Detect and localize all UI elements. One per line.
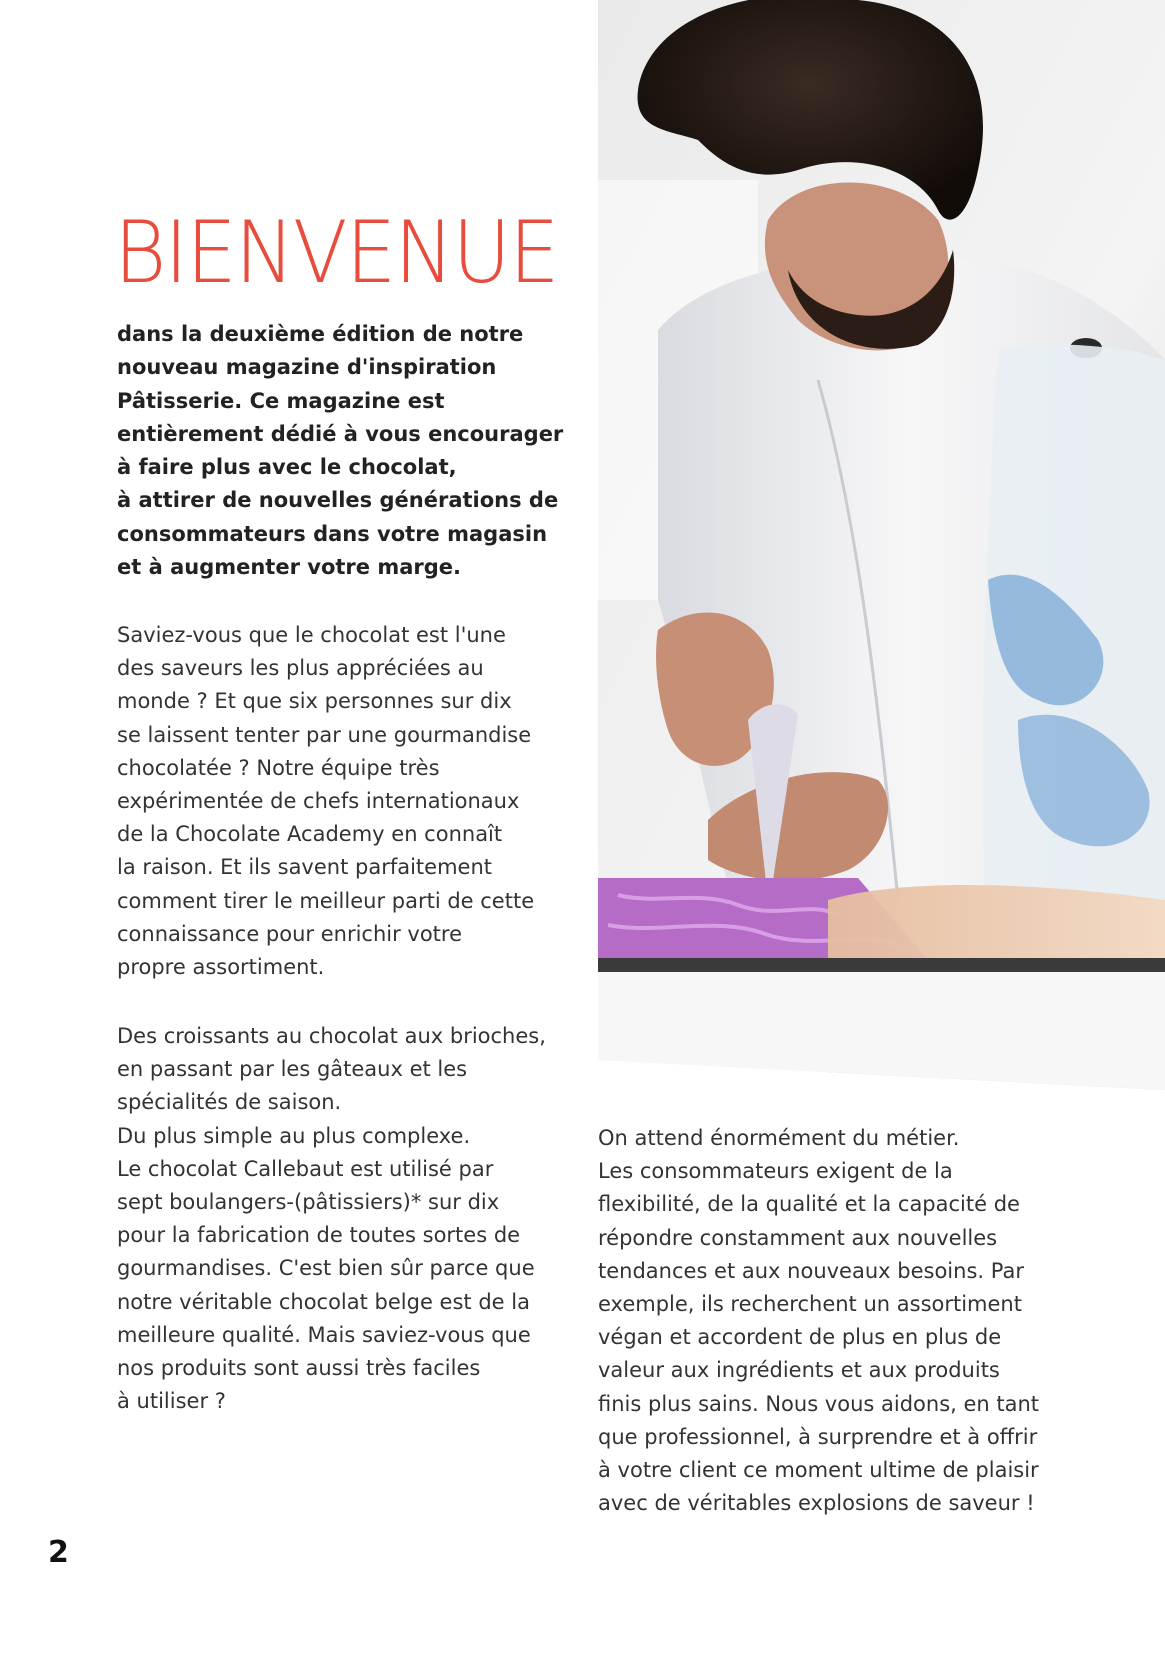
body-line: flexibilité, de la qualité et la capacité de	[598, 1192, 1020, 1217]
intro-line: nouveau magazine d'inspiration	[117, 355, 497, 380]
body-line: avec de véritables explosions de saveur !	[598, 1491, 1035, 1516]
body-line: meilleure qualité. Mais saviez-vous que	[117, 1322, 531, 1347]
body-line: valeur aux ingrédients et aux produits	[598, 1358, 1000, 1383]
intro-line: dans la deuxième édition de notre	[117, 322, 524, 346]
body-line: en passant par les gâteaux et les	[117, 1057, 468, 1082]
body-line: tendances et aux nouveaux besoins. Par	[598, 1258, 1024, 1283]
page-number: 2	[48, 1535, 69, 1570]
body-line: gourmandises. C'est bien sûr parce que	[117, 1256, 535, 1281]
body-line: On attend énormément du métier.	[598, 1126, 960, 1150]
body-line: à votre client ce moment ultime de plaisir	[598, 1458, 1039, 1483]
intro-line: et à augmenter votre marge.	[117, 555, 461, 580]
intro-line: Pâtisserie. Ce magazine est	[117, 388, 445, 413]
body-line: finis plus sains. Nous vous aidons, en tant	[598, 1391, 1040, 1416]
body-line: que professionnel, à surprendre et à offrir	[598, 1424, 1038, 1449]
intro-line: consommateurs dans votre magasin	[117, 521, 548, 546]
body-line: notre véritable chocolat belge est de la	[117, 1289, 530, 1314]
body-line: se laissent tenter par une gourmandise	[117, 722, 532, 747]
body-line: connaissance pour enrichir votre	[117, 921, 463, 946]
body-line: répondre constamment aux nouvelles	[598, 1225, 998, 1250]
body-line: nos produits sont aussi très faciles	[117, 1356, 481, 1381]
body-line: végan et accordent de plus en plus de	[598, 1325, 1002, 1350]
body-line: spécialités de saison.	[117, 1090, 342, 1115]
body-paragraph-1	[117, 619, 534, 984]
body-line: Du plus simple au plus complexe.	[117, 1123, 471, 1148]
page-title: BIENVENUE	[114, 203, 558, 303]
intro-line: entièrement dédié à vous encourager	[117, 421, 564, 446]
body-line: sept boulangers-(pâtissiers)* sur dix	[117, 1190, 500, 1215]
body-paragraph-3	[598, 1122, 1039, 1520]
body-line: la raison. Et ils savent parfaitement	[117, 855, 493, 880]
body-line: Le chocolat Callebaut est utilisé par	[117, 1156, 494, 1181]
intro-line: à attirer de nouvelles générations de	[117, 488, 559, 513]
body-line: de la Chocolate Academy en connaît	[117, 822, 503, 847]
chef-photo	[598, 0, 1165, 1090]
body-line: Saviez-vous que le chocolat est l'une	[117, 623, 506, 647]
body-line: chocolatée ? Notre équipe très	[117, 755, 440, 780]
body-line: exemple, ils recherchent un assortiment	[598, 1292, 1022, 1317]
body-line: Les consommateurs exigent de la	[598, 1159, 953, 1184]
body-line: Des croissants au chocolat aux brioches,	[117, 1024, 546, 1048]
body-line: monde ? Et que six personnes sur dix	[117, 689, 512, 714]
body-line: propre assortiment.	[117, 955, 325, 980]
intro-line: à faire plus avec le chocolat,	[117, 455, 457, 480]
body-line: expérimentée de chefs internationaux	[117, 789, 520, 814]
body-line: comment tirer le meilleur parti de cette	[117, 888, 535, 913]
body-line: à utiliser ?	[117, 1389, 226, 1414]
body-line: des saveurs les plus appréciées au	[117, 656, 484, 681]
body-paragraph-2	[117, 1020, 546, 1418]
intro-paragraph	[117, 318, 597, 584]
body-line: pour la fabrication de toutes sortes de	[117, 1223, 521, 1248]
